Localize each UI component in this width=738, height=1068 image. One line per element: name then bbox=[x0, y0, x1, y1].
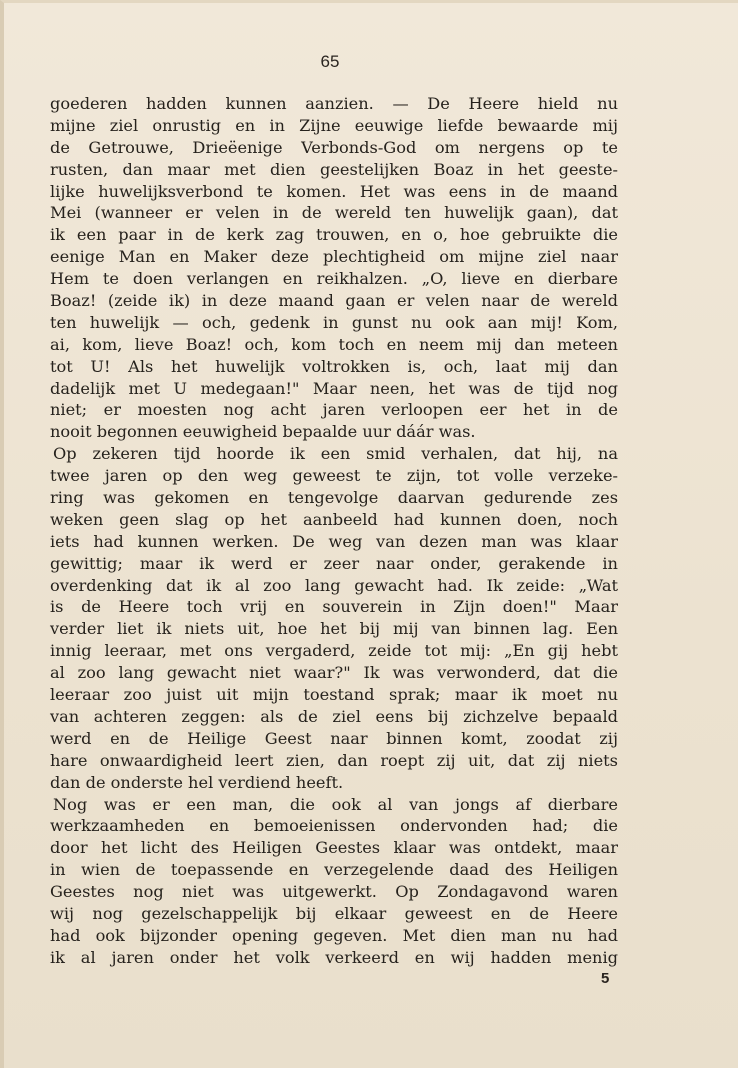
text-line: verder liet ik niets uit, hoe het bij mij van binnen lag. Een bbox=[50, 619, 618, 639]
paragraph-end-line: dan de onderste hel verdiend heeft. bbox=[50, 772, 344, 792]
text-line: had ook bijzonder opening gegeven. Met dien man nu had bbox=[50, 925, 618, 945]
text-line: hare onwaardigheid leert zien, dan roept zij uit, dat zij niets bbox=[50, 750, 618, 770]
text-line: goederen hadden kunnen aanzien. — De Heere hield nu bbox=[50, 94, 618, 113]
text-line: iets had kunnen werken. De weg van dezen man was klaar bbox=[50, 531, 618, 551]
text-line: wij nog gezelschappelijk bij elkaar geweest en de Heere bbox=[50, 903, 618, 923]
text-line: ik al jaren onder het volk verkeerd en wij hadden menig bbox=[50, 947, 618, 967]
text-line: is de Heere toch vrij en souverein in Zijn doen!" Maar bbox=[50, 597, 618, 617]
text-line: mijne ziel onrustig en in Zijne eeuwige liefde bewaarde mij bbox=[50, 115, 618, 135]
text-line: ai, kom, lieve Boaz! och, kom toch en neem mij dan meteen bbox=[50, 334, 618, 354]
text-line: Geestes nog niet was uitgewerkt. Op Zondagavond waren bbox=[50, 882, 618, 902]
text-line: in wien de toepassende en verzegelende daad des Heiligen bbox=[50, 860, 618, 880]
text-line: ik een paar in de kerk zag trouwen, en o, hoe gebruikte die bbox=[50, 225, 618, 245]
text-line: gewittig; maar ik werd er zeer naar onder, gerakende in bbox=[50, 553, 618, 573]
text-line: ring was gekomen en tengevolge daarvan gedurende zes bbox=[50, 488, 618, 508]
paragraph-start-line: Nog was er een man, die ook al van jongs af dierbare bbox=[53, 794, 618, 814]
text-line: de Getrouwe, Drieëenige Verbonds-God om nergens op te bbox=[50, 137, 618, 157]
text-line: werd en de Heilige Geest naar binnen komt, zoodat zij bbox=[50, 728, 618, 748]
text-line: dadelijk met U medegaan!" Maar neen, het was de tijd nog bbox=[50, 378, 618, 398]
text-line: overdenking dat ik al zoo lang gewacht had. Ik zeide: „Wat bbox=[50, 575, 618, 595]
text-line: lijke huwelijksverbond te komen. Het was eens in de maand bbox=[50, 181, 618, 201]
text-line: eenige Man en Maker deze plechtigheid om mijne ziel naar bbox=[50, 247, 618, 267]
text-line: innig leeraar, met ons vergaderd, zeide tot mij: „En gij hebt bbox=[50, 641, 618, 661]
text-line: werkzaamheden en bemoeienissen ondervonden had; die bbox=[50, 816, 618, 836]
text-line: van achteren zeggen: als de ziel eens bij zichzelve bepaald bbox=[50, 706, 618, 726]
text-line: leeraar zoo juist uit mijn toestand sprak; maar ik moet nu bbox=[50, 685, 618, 705]
page-number: 65 bbox=[320, 52, 340, 71]
text-line: Mei (wanneer er velen in de wereld ten huwelijk gaan), dat bbox=[50, 203, 618, 223]
text-line: door het licht des Heiligen Geestes klaar was ontdekt, maar bbox=[50, 838, 618, 858]
paragraph-end-line: nooit begonnen eeuwigheid bepaalde uur dáár was. bbox=[50, 422, 476, 442]
text-line: twee jaren op den weg geweest te zijn, tot volle verzeke- bbox=[50, 466, 618, 486]
text-line: tot U! Als het huwelijk voltrokken is, och, laat mij dan bbox=[50, 356, 618, 376]
text-line: ten huwelijk — och, gedenk in gunst nu ook aan mij! Kom, bbox=[50, 312, 618, 332]
body-text bbox=[50, 93, 618, 969]
text-line: weken geen slag op het aanbeeld had kunnen doen, noch bbox=[50, 509, 618, 529]
text-line: niet; er moesten nog acht jaren verloopen eer het in de bbox=[50, 400, 618, 420]
text-line: al zoo lang gewacht niet waar?" Ik was verwonderd, dat die bbox=[50, 663, 618, 683]
text-line: Hem te doen verlangen en reikhalzen. „O, lieve en dierbare bbox=[50, 269, 618, 289]
text-line: Boaz! (zeide ik) in deze maand gaan er velen naar de wereld bbox=[50, 291, 618, 311]
text-line: rusten, dan maar met dien geestelijken Boaz in het geeste- bbox=[50, 159, 618, 179]
signature-mark: 5 bbox=[601, 970, 610, 987]
paragraph-start-line: Op zekeren tijd hoorde ik een smid verhalen, dat hij, na bbox=[53, 444, 618, 464]
